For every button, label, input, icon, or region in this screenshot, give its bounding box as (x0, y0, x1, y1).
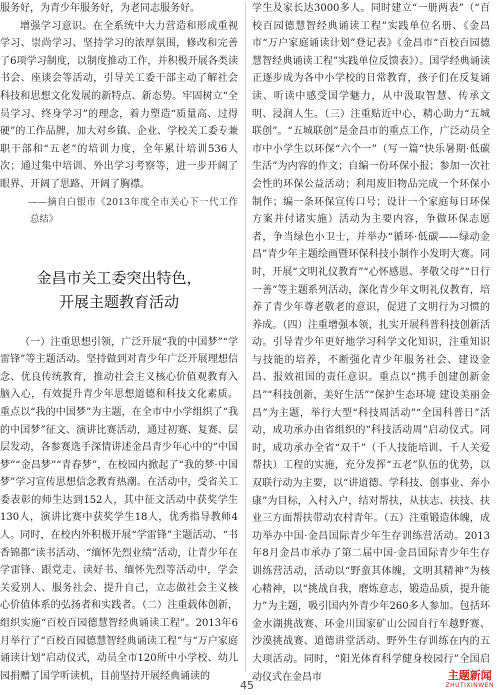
page-number: 45 (240, 679, 254, 692)
continued-text: 服务好，为青少年服务好，为老同志服务好。 (0, 3, 200, 14)
article-title-line-2: 开展主题教育活动 (58, 292, 179, 311)
paragraph-activities: （一）注重思想引领，广泛开展“我的中国梦”“学雷锋”等主题活动。坚持做到对青少年广泛开展理想信念、优良传统教育，推动社会主义核心价值观教育入脑入心，有效提升青少年思想道德和科技文化素质。重点以“我的中国梦”为主题，在全市中小学组织了“我的中国梦”征文、演讲比赛活动，通过初赛、复赛、层层发动，各参赛选手深情讲述金昌青少年心中的“中国梦”“金昌梦”“青春梦”，在校园内掀起了“我的梦·中国梦”学习宣传思想信念教育热潮。在活动中，受省关工委表彰的师生达到152人，其中征文活动中获奖学生130人，演讲比赛中获奖学生18人，优秀指导教师4人。同时，在校内外积极开展“学雷锋”主题活动、“书香锦都”读书活动、“缅怀先烈业绩”活动，让青少年在学雷锋、跟党走、读好书、缅怀先烈等活动中，学会关爱别人、服务社会、提升自己，立志做社会主义核心价值体系的弘扬者和实践者。（二）注重载体创新，组织实施“百校百园德慧智经典诵读工程”。2013年6月举行了“百校百园德慧智经典诵读工程”与“万户家庭诵读计划”启动仪式，动员全市120所中小学校、幼儿园捐赠了国学听读机，目前坚持开展经典诵读的 (0, 336, 238, 682)
column-divider (245, 2, 246, 672)
publication-logo (445, 669, 494, 689)
left-column (0, 0, 238, 685)
paragraph-learning: 增强学习意识。在全系统中大力营造和形成重视学习、崇尚学习、坚持学习的浓厚氛围，修改和完善了6项学习制度，以制度推动工作，并积极开展各类读书会、座谈会等活动，引导关工委干部主动了解社会科技和思想文化发展的新特点、新态势。牢固树立“全员学习、终身学习”的理念，着力塑造“质量高、过得硬”的工作品牌，加大对乡镇、企业、学校关工委专兼职干部和“五老”的培训力度，全年累计培训536人次；通过集中培训、外出学习考察等，进一步开阔了眼界、开阔了思路、开阔了胸襟。 (0, 20, 238, 190)
right-column (252, 0, 490, 686)
article-title-line-1: 金昌市关工委突出特色， (36, 268, 202, 287)
article-title (0, 266, 238, 314)
logo-main-text: 主题新闻 (447, 669, 492, 682)
paragraph-continued: 学生及家长达3000多人。同时建立“一册两表”（“百校百园德慧智经典诵读工程”实践单位名册、《金昌市“万户家庭诵读计划”登记表》《金昌市“百校百园德慧智经典诵读工程”实践单位反馈表》）。国学经典诵读正逐步成为各中小学校的日常教育，孩子们在反复诵读、听读中感受国学魅力，从中汲取智慧、传承文明、浸润人生。（三）注重贴近中心，精心助力“五城联创”。“五城联创”是金昌市的重点工作，广泛动员全市中小学生以环保“六个一”（写一篇“快乐暑期·低碳生活”为内容的作文；自编一份环保小报；参加一次社会性的环保公益活动；利用废旧物品完成一个环保小制作；编一条环保宣传口号；设计一个家庭每日环保方案并付诸实施）活动为主要内容，争做环保志愿者，争当绿色小卫士，并举办“循环·低碳——绿动金昌”青少年主题绘画暨环保科技小制作小发明大赛。同时，开展“文明礼仪教育”“心怀感恩、孝敬父母”“日行一善”等主题系列活动，深化青少年文明礼仪教育，培养了青少年尊老敬老的意识，促进了文明行为习惯的养成。（四）注重增强本领，扎实开展科普科技创新活动。引导青少年更好地学习科学文化知识，注重知识与技能的培养，不断强化青少年服务社会、建设金昌、报效祖国的责任意识。重点以“携手创建创新金昌”“科技创新，美好生活”“保护生态环境 建设美丽金昌”为主题，举行大型“科技周活动”“全国科普日”活动，成功承办由省组织的“科技活动周”启动仪式。同时，成功承办全省“双千”（千人技能培训、千人关爱帮扶）工程的实施，充分发挥“五老”队伍的优势，以双联行动为主要，以“讲道德、学科技、创事业、奔小康”为目标，入村入户，结对帮扶，从扶志、扶技、扶业三方面帮扶带动农村青年。（五）注重锻造体魄，成功举办中国·金昌国际青少年生存训练营活动。2013年8月金昌市承办了第二届中国·金昌国际青少年生存训练营活动，活动以“野蛮其体魄，文明其精神”为核心精神，以“挑战自我，磨炼意志，锻造品质，提升能力”为主题，吸引国内外青少年260多人参加。包括环金水湖挑战赛、环金川国家矿山公园自行车越野赛、沙漠挑战赛、道德讲堂活动、野外生存训练在内的五大项活动。同时，“阳光体育科学健身校园行”全国启动仪式在金昌市 (252, 3, 490, 683)
logo-sub-text: ZHUTIXINWEN (445, 682, 494, 689)
source-citation: ——摘自白银市《2013年度全市关心下一代工作总结》 (28, 196, 238, 225)
